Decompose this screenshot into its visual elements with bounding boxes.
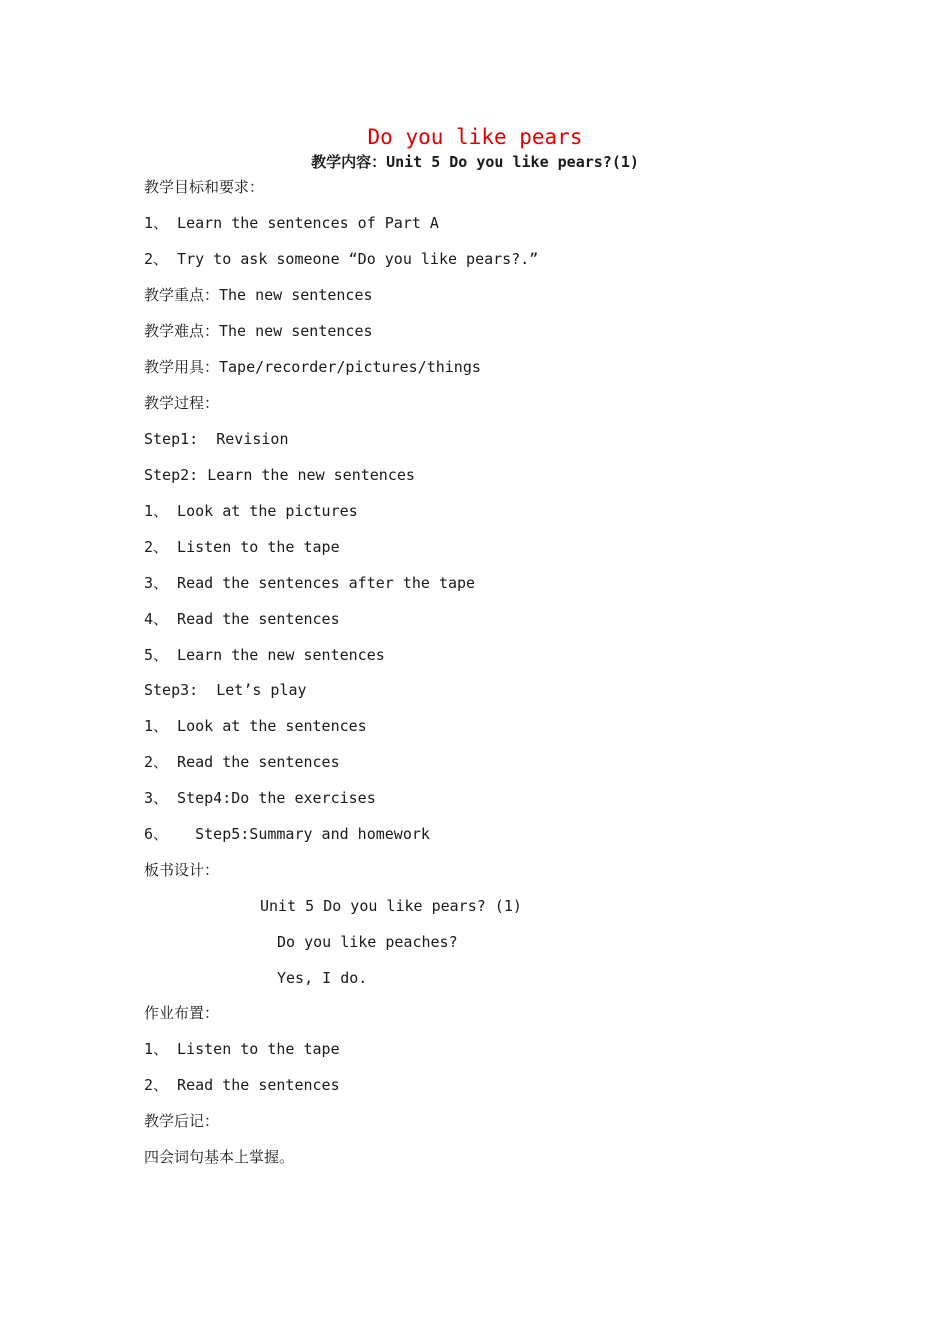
board-design-line: Do you like peaches? bbox=[277, 933, 458, 951]
section-reflection-heading: 教学后记： bbox=[144, 1112, 220, 1130]
section-board-design-heading: 板书设计： bbox=[144, 861, 220, 879]
section-homework-heading: 作业布置： bbox=[144, 1004, 220, 1022]
board-design-line: Yes, I do. bbox=[277, 969, 368, 987]
teaching-content-heading: 教学内容：Unit 5 Do you like pears?(1) bbox=[311, 153, 639, 171]
step-item: 4、 Read the sentences bbox=[144, 610, 340, 628]
board-design-line: Unit 5 Do you like pears? (1) bbox=[260, 897, 522, 915]
step-item: 3、 Step4:Do the exercises bbox=[144, 789, 376, 807]
section-objectives-heading: 教学目标和要求： bbox=[144, 178, 265, 196]
objective-item: 2、 Try to ask someone “Do you like pears?.” bbox=[144, 250, 539, 268]
step-item: 5、 Learn the new sentences bbox=[144, 646, 385, 664]
document-title: Do you like pears bbox=[367, 125, 583, 149]
step-item: 1、 Look at the pictures bbox=[144, 502, 358, 520]
step-heading: Step3: Let’s play bbox=[144, 681, 307, 699]
step-item: 2、 Listen to the tape bbox=[144, 538, 340, 556]
homework-item: 2、 Read the sentences bbox=[144, 1076, 340, 1094]
section-process-heading: 教学过程： bbox=[144, 394, 220, 412]
step-item: 1、 Look at the sentences bbox=[144, 717, 367, 735]
step-heading: Step1: Revision bbox=[144, 430, 289, 448]
teaching-aids-line: 教学用具：Tape/recorder/pictures/things bbox=[144, 358, 481, 376]
step-item: 3、 Read the sentences after the tape bbox=[144, 574, 476, 592]
step-item: 6、 Step5:Summary and homework bbox=[144, 825, 430, 843]
reflection-text: 四会词句基本上掌握。 bbox=[144, 1148, 295, 1166]
difficulties-line: 教学难点：The new sentences bbox=[144, 322, 373, 340]
homework-item: 1、 Listen to the tape bbox=[144, 1040, 340, 1058]
key-points-line: 教学重点：The new sentences bbox=[144, 286, 373, 304]
step-item: 2、 Read the sentences bbox=[144, 753, 340, 771]
step-heading: Step2: Learn the new sentences bbox=[144, 466, 415, 484]
objective-item: 1、 Learn the sentences of Part A bbox=[144, 214, 439, 232]
